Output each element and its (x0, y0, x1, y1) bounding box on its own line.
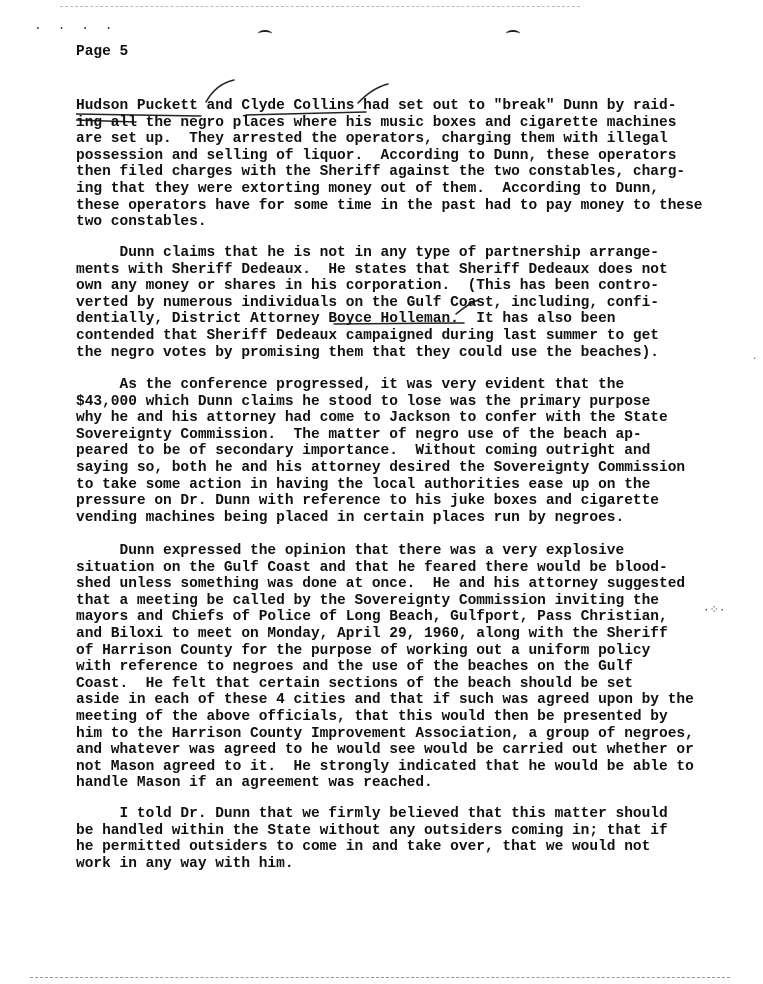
margin-speck: · (752, 354, 758, 364)
corner-scan-marks: . . . . (34, 18, 117, 33)
page-number: Page 5 (76, 44, 129, 60)
bottom-scan-rule (30, 977, 730, 978)
paragraph: Dunn claims that he is not in any type of partnership arrange- ments with Sheriff Dedeaux. He states that Sheriff Dedeaux does not own any money or shares in his corporation. (This has been contro- verted by numerous individuals on the Gulf Coast, including, confi- dentially, District Attorney Boyce Holleman. It has also been contended that Sheriff Dedeaux campaigned during last summer to get the negro votes by promising them that they could use the beaches). (76, 245, 668, 361)
top-scan-rule (60, 6, 580, 7)
paragraph: As the conference progressed, it was very evident that the $43,000 which Dunn claims he stood to lose was the primary purpose why he and his attorney had come to Jackson to confer with the State Sovereignty Commission. The matter of negro use of the beach ap- peared to be of secondary importance. Without coming outright and saying so, both he and his attorney desired the Sovereignty Commission to take some action in having the local authorities ease up on the pressure on Dr. Dunn with reference to his juke boxes and cigarette vending machines being placed in certain places run by negroes. (76, 377, 686, 526)
paragraph: Dunn expressed the opinion that there was a very explosive situation on the Gulf Coast and that he feared there would be blood- shed unless something was done at once. He and his attorney suggested that a meeting be called by the Sovereignty Commission inviting the mayors and Chiefs of Police of Long Beach, Gulfport, Pass Christian, and Biloxi to meet on Monday, April 29, 1960, along with the Sheriff of Harrison County for the purpose of working out a uniform policy with reference to negroes and the use of the beaches on the Gulf Coast. He felt that certain sections of the beach should be set aside in each of these 4 cities and that if such was agreed upon by the meeting of the above officials, that this would then be presented by him to the Harrison County Improvement Association, a group of negroes, and whatever was agreed to he would see would be carried out whether or not Mason agreed to it. He strongly indicated that he would be able to handle Mason if an agreement was reached. (76, 543, 694, 792)
top-scan-tick (506, 30, 520, 38)
margin-speck: ·⁘· (703, 605, 726, 617)
paragraph: Hudson Puckett and Clyde Collins had set out to "break" Dunn by raid- ing all the negro places where his music boxes and cigarette machines are set up. They arrested the operators, charging them with illegal possession and selling of liquor. According to Dunn, these operators then filed charges with the Sheriff against the two constables, charg- ing that they were extorting money out of them. According to Dunn, these operators have for some time in the past had to pay money to these two constables. (76, 98, 703, 231)
top-scan-tick (258, 30, 272, 38)
paragraph: I told Dr. Dunn that we firmly believed that this matter should be handled within the State without any outsiders coming in; that if he permitted outsiders to come in and take over, that we would not work in any way with him. (76, 806, 668, 872)
